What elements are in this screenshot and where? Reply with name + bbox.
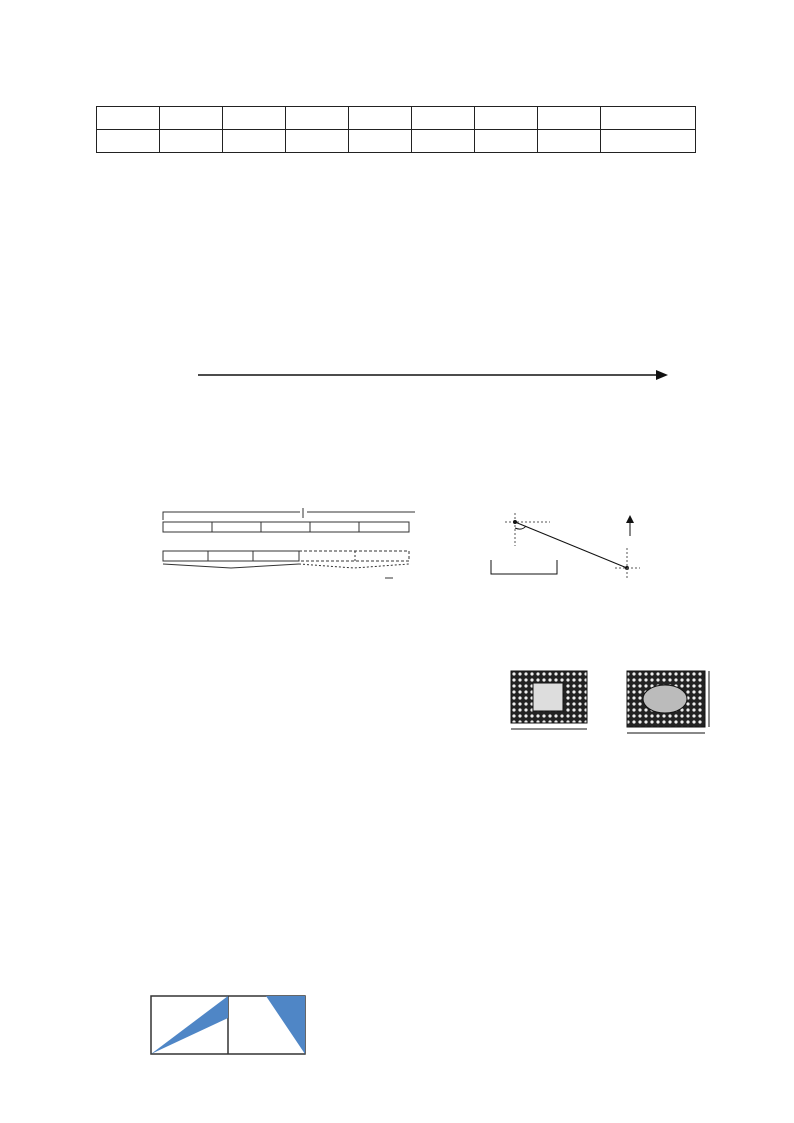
score-cell <box>538 107 601 130</box>
score-input[interactable] <box>475 130 538 153</box>
q8-line2 <box>76 878 724 898</box>
q1-line2 <box>76 208 724 228</box>
fig4-bar-diagram <box>125 498 415 593</box>
fig9-squares <box>148 994 318 1074</box>
score-input[interactable] <box>538 130 601 153</box>
score-input[interactable] <box>412 130 475 153</box>
score-cell <box>223 107 286 130</box>
q1-line3 <box>76 229 724 249</box>
score-cell <box>286 107 349 130</box>
q8-line1 <box>76 848 724 868</box>
score-table <box>96 106 696 153</box>
q7-line2 <box>76 817 724 837</box>
full-score <box>601 107 696 130</box>
score-input[interactable] <box>223 130 286 153</box>
q9-line <box>76 910 724 930</box>
score-input[interactable] <box>349 130 412 153</box>
score-cell <box>160 107 223 130</box>
q7-line1 <box>76 786 724 806</box>
score-value-row <box>97 130 696 153</box>
q3-line2 <box>76 440 724 460</box>
q6-line4 <box>76 754 496 774</box>
q4-line <box>76 468 724 488</box>
fig5-map <box>485 498 685 608</box>
score-cell <box>475 107 538 130</box>
score-input[interactable] <box>160 130 223 153</box>
fig6-paper-cuts <box>505 665 725 765</box>
q5-line <box>76 630 724 650</box>
score-header-row <box>97 107 696 130</box>
q10-line2 <box>76 958 724 978</box>
score-cell <box>97 107 160 130</box>
time-limit <box>601 130 696 153</box>
fig10-tables <box>370 994 670 1078</box>
score-input[interactable] <box>286 130 349 153</box>
score-cell <box>412 107 475 130</box>
score-cell <box>349 107 412 130</box>
number-line <box>190 348 680 400</box>
score-row-label <box>97 130 160 153</box>
